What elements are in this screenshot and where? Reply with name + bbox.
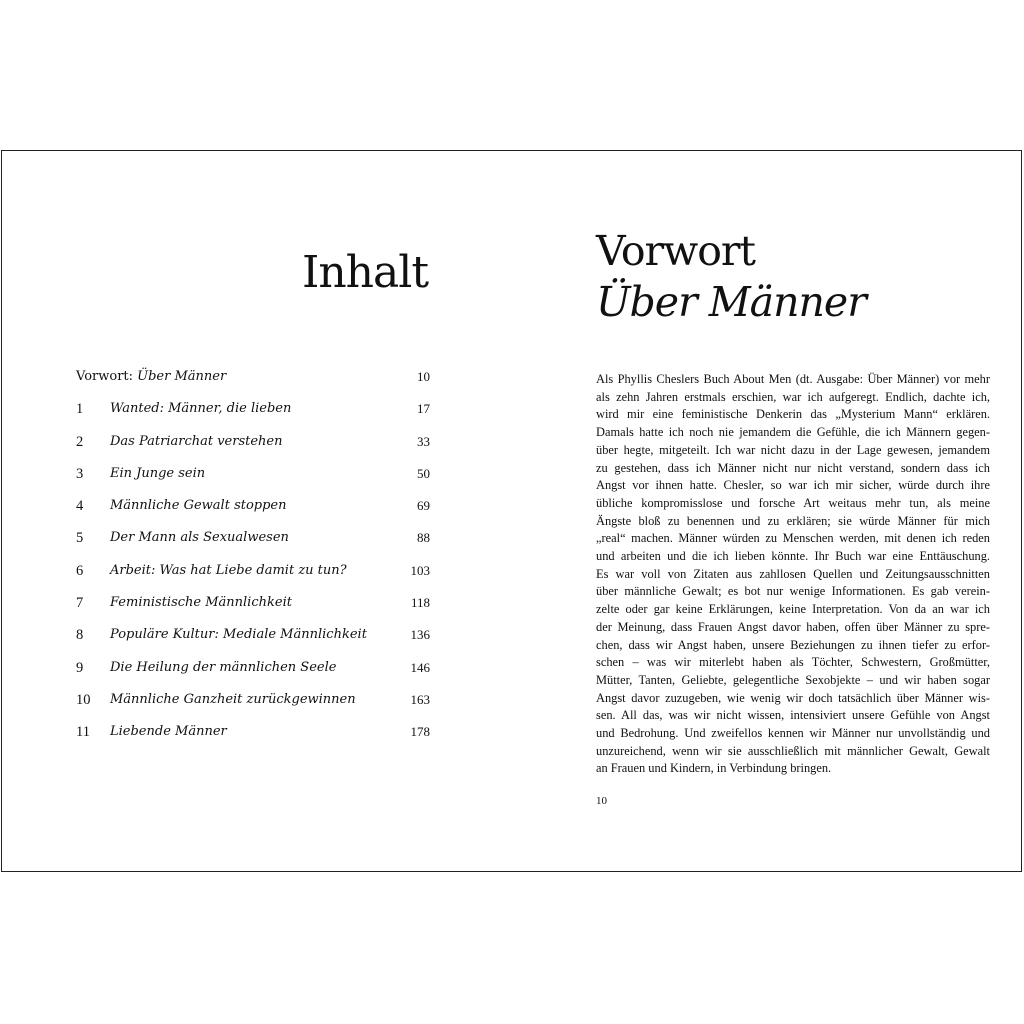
chapter-title: Männliche Gewalt stoppen [110,498,287,514]
chapter-number: 6 [76,562,84,579]
chapter-page-number: 69 [417,498,430,514]
toc-entry[interactable] [76,627,430,659]
chapter-title: Das Patriarchat verstehen [110,433,283,449]
chapter-page-number: 146 [410,659,430,675]
preface-title: Über Männer [137,369,227,384]
toc-entry[interactable] [76,660,430,692]
text-line: Als Phyllis Cheslers Buch About Men (dt. Ausgabe: Über Männer) vor mehr [596,372,990,386]
preface-label: Vorwort: [76,369,134,384]
text-line: zu gestehen, dass ich Männer nicht nur nicht verstand, sondern dass ich [596,460,990,475]
preface-body-text [596,371,990,778]
chapter-number: 8 [76,627,84,644]
preface-page [512,151,1022,871]
text-line: Angst vor ihnen hatte. Chesler, so war ich mir sicher, würde durch ihre [596,478,990,493]
text-line: Damals hatte ich noch nie jemandem die Gefühle, die ich Männern gegen- [596,425,990,440]
chapter-page-number: 136 [410,627,430,643]
toc-entry[interactable] [76,466,430,498]
text-line: über hegte, mitgeteilt. Ich war nicht dazu in der Lage gewesen, jemandem [596,442,990,457]
toc-entry[interactable] [76,692,430,724]
toc-entry[interactable] [76,401,430,433]
contents-title: Inhalt [301,247,428,298]
chapter-number: 9 [76,659,84,676]
preface-page-number: 10 [417,369,430,384]
text-line: der Meinung, dass Frauen Angst davor haben, offen über Männer zu spre- [596,619,990,634]
chapter-number: 7 [76,595,84,612]
chapter-number: 1 [76,401,84,418]
preface-heading-line2: Über Männer [596,278,866,326]
toc-entry[interactable] [76,530,430,562]
text-line: chen, dass wir Angst haben, unsere Beziehungen zu ihnen tiefer zu erfor- [596,637,990,652]
chapter-title: Die Heilung der männlichen Seele [110,659,337,675]
chapter-page-number: 33 [417,433,430,449]
chapter-title: Der Mann als Sexualwesen [110,530,289,546]
chapter-number: 11 [76,724,90,741]
toc-entry[interactable] [76,595,430,627]
chapter-page-number: 178 [410,724,430,740]
chapter-title: Liebende Männer [110,724,227,740]
text-line: und arbeiten und die ich lieben könnte. Ihr Buch war eine Enttäuschung. [596,549,990,564]
chapter-number: 5 [76,530,84,547]
toc-entry[interactable] [76,498,430,530]
chapter-number: 10 [76,691,91,708]
text-line: „real“ machen. Männer würden zu Menschen werden, mit denen ich reden [596,531,990,546]
text-line: sen. All das, was wir nicht wissen, intensiviert unsere Gefühle von Angst [596,708,990,723]
text-line: über männliche Gewalt; es bot nur wenige Informationen. Es gab verein- [596,584,990,599]
text-line: Angst davor zuzugeben, wie wenig wir doch tatsächlich über Männer wis- [596,690,990,705]
toc-entry-preface[interactable] [76,369,430,401]
text-line: Ängste bloß zu benennen und zu erklären; sie würde Männer für mich [596,513,990,528]
chapter-page-number: 17 [417,401,430,417]
chapter-title: Männliche Ganzheit zurückgewinnen [110,691,356,707]
text-line: übliche kompromisslose und forsche Art weitaus mehr tun, als meine [596,495,990,510]
book-spread [1,150,1022,872]
preface-heading-line1: Vorwort [596,227,755,275]
chapter-page-number: 163 [410,691,430,707]
text-line: unzureichend, wenn wir sie ausschließlich mit männlicher Gewalt, Gewalt [596,743,990,758]
chapter-page-number: 118 [410,595,430,611]
chapter-number: 4 [76,498,84,515]
chapter-title: Arbeit: Was hat Liebe damit zu tun? [110,562,347,578]
chapter-number: 2 [76,433,84,450]
preface-heading [596,227,866,326]
chapter-title: Feministische Männlichkeit [110,595,292,611]
text-line: zelte oder gar keine Erklärungen, keine Interpretation. Von da an war ich [596,602,990,617]
text-line: wird mir eine feministische Denkerin das „Mysterium Mann“ erklären. [596,407,990,422]
toc-entry[interactable] [76,724,430,756]
chapter-page-number: 88 [417,530,430,546]
text-line: an Frauen und Kindern, in Verbindung bringen. [596,761,832,776]
toc-entry[interactable] [76,434,430,466]
text-line: schen – was wir miterlebt haben als Töchter, Schwestern, Großmütter, [596,655,990,670]
chapter-title: Ein Junge sein [110,465,206,481]
text-line: Mütter, Tanten, Geliebte, gelegentliche Sexobjekte – und wir haben sogar [596,672,990,687]
text-line: Es war voll von Zitaten aus zahllosen Quellen und Zeitungsausschnitten [596,566,990,581]
chapter-page-number: 50 [417,465,430,481]
chapter-number: 3 [76,465,84,482]
contents-page [2,151,512,871]
chapter-title: Populäre Kultur: Mediale Männlichkeit [110,627,367,643]
chapter-page-number: 103 [410,562,430,578]
text-line: als zehn Jahren erstmals erschien, war ich aufgeregt. Endlich, dachte ich, [596,389,990,404]
chapter-title: Wanted: Männer, die lieben [110,401,292,417]
table-of-contents [76,369,430,757]
text-line: und Bedrohung. Und zweifellos kennen wir Männer nur unvollständig und [596,726,990,741]
page-number: 10 [596,795,607,807]
toc-entry[interactable] [76,563,430,595]
